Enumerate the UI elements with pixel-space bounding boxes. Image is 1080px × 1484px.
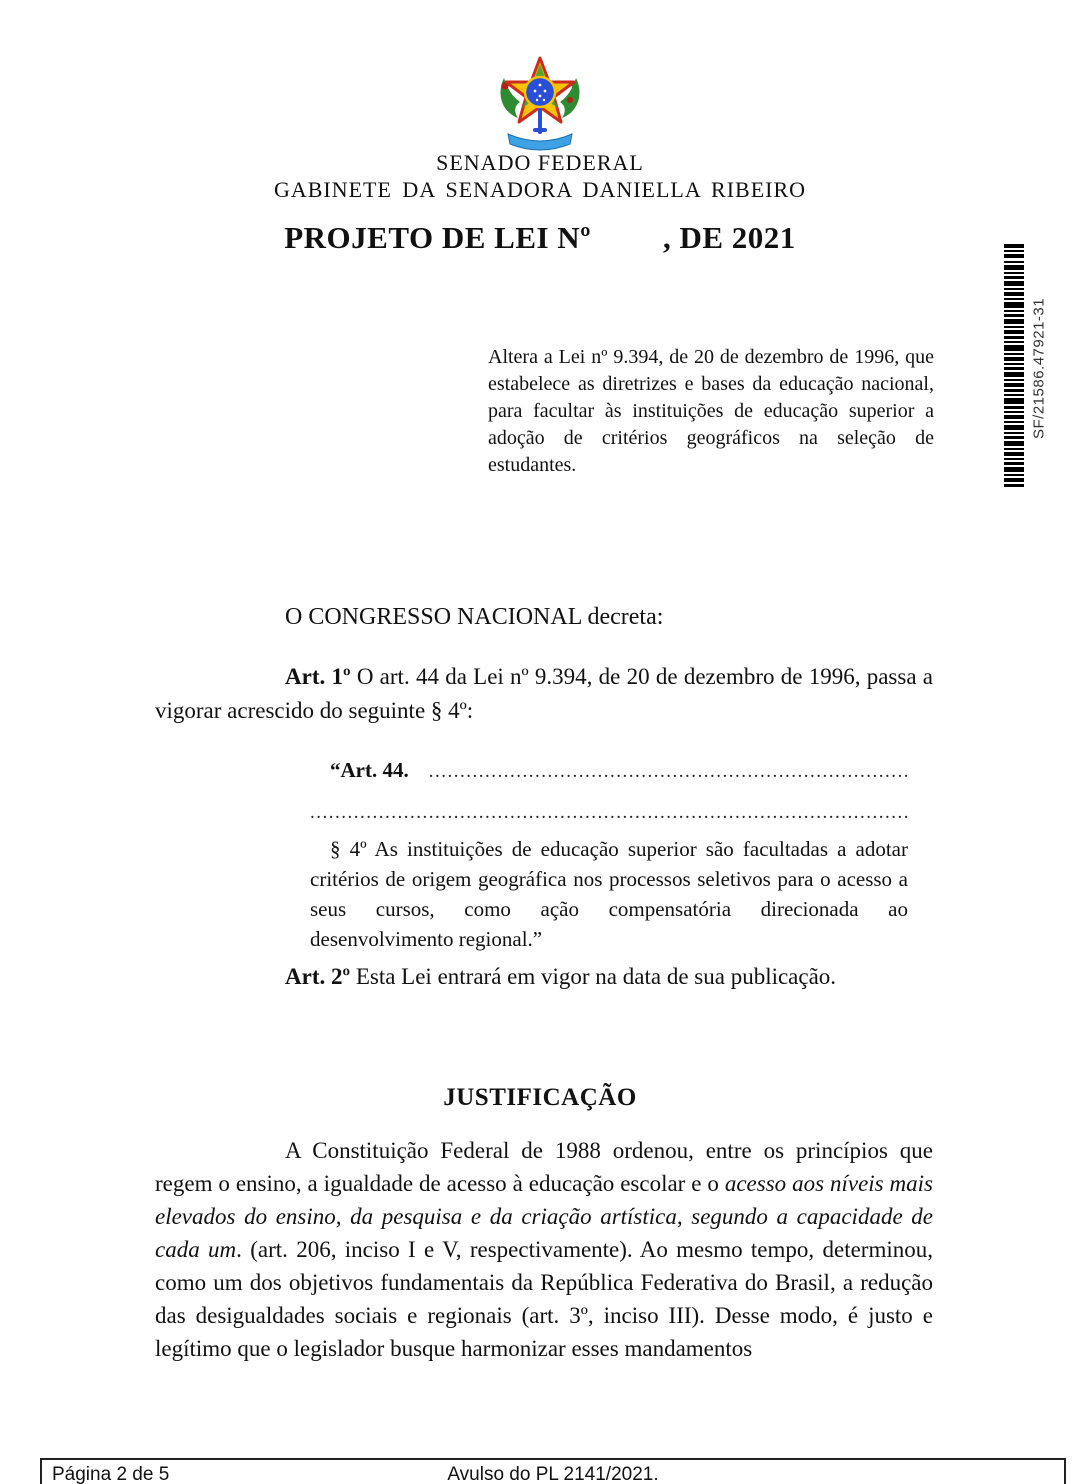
justification-text-2: . (art. 206, inciso I e V, respectivamente). Ao mesmo tempo, determinou, como um dos objetivos fundamentais da República Federativa do Brasil, a redução das desigualdades sociais e regionais (art. 3º, inciso III). Desse modo, é justo e legítimo que o legislador busque harmonizar esses mandamentos bbox=[155, 1237, 933, 1361]
barcode-icon bbox=[1004, 244, 1024, 492]
org-name: SENADO FEDERAL bbox=[436, 150, 644, 175]
article-1-label: Art. 1º bbox=[285, 664, 351, 689]
quote-paragraph-4: § 4º As instituições de educação superior são facultadas a adotar critérios de origem geográfica nos processos seletivos para o acesso a seus cursos, como ação compensatória direcionada ao desenvolvimento regional.” bbox=[310, 837, 908, 951]
ementa: Altera a Lei nº 9.394, de 20 de dezembro de 1996, que estabelece as diretrizes e bases da educação nacional, para facultar às instituições de educação superior a adoção de critérios geográficos na seleção de estudantes. bbox=[488, 346, 934, 476]
article-2-label: Art. 2º bbox=[285, 964, 351, 989]
page-number: Página 2 de 5 bbox=[52, 1464, 170, 1484]
quote-ellipsis-line bbox=[310, 800, 908, 826]
office-name: GABINETE DA SENADORA DANIELLA RIBEIRO bbox=[273, 177, 807, 202]
justification-paragraph bbox=[155, 1134, 933, 1365]
doc-title-prefix: PROJETO DE LEI Nº bbox=[284, 220, 591, 255]
protocol-code: SF/21586.47921-31 bbox=[1030, 297, 1048, 439]
barcode-block bbox=[1004, 244, 1060, 492]
article-2 bbox=[155, 960, 933, 994]
central-disc bbox=[525, 77, 555, 107]
article-1 bbox=[155, 660, 933, 728]
quoted-amendment-block bbox=[310, 756, 908, 954]
quote-art44-line bbox=[310, 756, 908, 786]
dot-leader bbox=[310, 800, 908, 826]
avulso-label: Avulso do PL 2141/2021. bbox=[447, 1464, 659, 1484]
brazil-coat-of-arms-icon bbox=[488, 56, 592, 156]
ribbon bbox=[508, 134, 572, 150]
doc-title bbox=[0, 220, 1080, 256]
decree-line: O CONGRESSO NACIONAL decreta: bbox=[285, 604, 664, 630]
article-1-text: O art. 44 da Lei nº 9.394, de 20 de dezembro de 1996, passa a vigorar acrescido do seguinte § 4º: bbox=[155, 664, 933, 723]
footer bbox=[40, 1458, 1066, 1484]
quote-art44-label: “Art. 44. bbox=[330, 758, 409, 782]
dot-leader bbox=[409, 758, 908, 786]
justification-heading: JUSTIFICAÇÃO bbox=[443, 1084, 637, 1111]
article-2-text: Esta Lei entrará em vigor na data de sua publicação. bbox=[350, 964, 837, 989]
justification-text-1: A Constituição Federal de 1988 ordenou, entre os princípios que regem o ensino, a igualdade de acesso à educação escolar e o bbox=[155, 1138, 933, 1196]
doc-title-suffix: , DE 2021 bbox=[662, 220, 796, 255]
justification-quote-italic: acesso aos níveis mais elevados do ensino, da pesquisa e da criação artística, segundo a capacidade de cada um bbox=[155, 1171, 933, 1262]
